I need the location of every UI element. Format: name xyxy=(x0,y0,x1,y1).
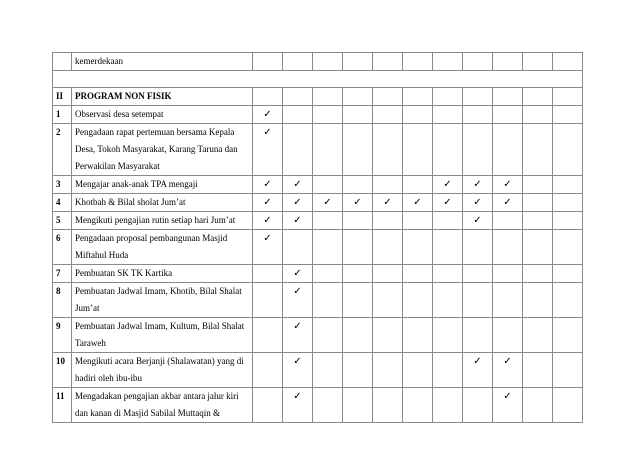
mark-cell xyxy=(553,106,583,124)
checkmark-icon: ✓ xyxy=(253,230,283,265)
mark-cell xyxy=(313,53,343,71)
mark-cell xyxy=(313,388,343,423)
mark-cell xyxy=(553,353,583,388)
mark-cell xyxy=(373,88,403,106)
checkmark-icon: ✓ xyxy=(433,176,463,194)
mark-cell xyxy=(523,353,553,388)
table-row xyxy=(53,53,583,71)
activity-cell: Khotbah & Bilal sholat Jum’at xyxy=(72,194,253,212)
spacer-cell xyxy=(53,71,583,88)
activity-cell: Pembuatan SK TK Kartika xyxy=(72,265,253,283)
mark-cell xyxy=(553,230,583,265)
mark-cell xyxy=(373,176,403,194)
mark-cell xyxy=(253,353,283,388)
mark-cell xyxy=(253,388,283,423)
table-row xyxy=(53,124,583,176)
mark-cell xyxy=(403,212,433,230)
mark-cell xyxy=(283,106,313,124)
mark-cell xyxy=(403,265,433,283)
mark-cell xyxy=(523,212,553,230)
mark-cell xyxy=(343,353,373,388)
mark-cell xyxy=(343,388,373,423)
checkmark-icon: ✓ xyxy=(283,194,313,212)
checkmark-icon: ✓ xyxy=(373,194,403,212)
checkmark-icon: ✓ xyxy=(283,318,313,353)
mark-cell xyxy=(493,283,523,318)
mark-cell xyxy=(553,88,583,106)
checkmark-icon: ✓ xyxy=(253,124,283,176)
mark-cell xyxy=(403,318,433,353)
mark-cell xyxy=(373,388,403,423)
checkmark-icon: ✓ xyxy=(253,194,283,212)
mark-cell xyxy=(403,53,433,71)
activity-cell: Mengajar anak-anak TPA mengaji xyxy=(72,176,253,194)
table-row xyxy=(53,283,583,318)
checkmark-icon: ✓ xyxy=(313,194,343,212)
mark-cell xyxy=(493,124,523,176)
checkmark-icon: ✓ xyxy=(463,194,493,212)
mark-cell xyxy=(463,318,493,353)
checkmark-icon: ✓ xyxy=(493,194,523,212)
mark-cell xyxy=(403,88,433,106)
mark-cell xyxy=(253,283,283,318)
mark-cell xyxy=(373,353,403,388)
checkmark-icon: ✓ xyxy=(253,106,283,124)
mark-cell xyxy=(463,53,493,71)
mark-cell xyxy=(433,230,463,265)
mark-cell xyxy=(313,318,343,353)
mark-cell xyxy=(493,265,523,283)
mark-cell xyxy=(463,88,493,106)
activity-cell: Pengadaan proposal pembangunan Masjid Miftahul Huda xyxy=(72,230,253,265)
mark-cell xyxy=(343,265,373,283)
mark-cell xyxy=(433,124,463,176)
table-row xyxy=(53,388,583,423)
activity-cell: Pengadaan rapat pertemuan bersama Kepala Desa, Tokoh Masyarakat, Karang Taruna dan Perwakilan Masyarakat xyxy=(72,124,253,176)
mark-cell xyxy=(433,88,463,106)
table-row xyxy=(53,353,583,388)
mark-cell xyxy=(403,283,433,318)
activity-cell: Mengikuti pengajian rutin setiap hari Jum’at xyxy=(72,212,253,230)
mark-cell xyxy=(553,53,583,71)
row-number: 2 xyxy=(53,124,72,176)
mark-cell xyxy=(553,176,583,194)
mark-cell xyxy=(313,353,343,388)
checkmark-icon: ✓ xyxy=(283,283,313,318)
mark-cell xyxy=(553,265,583,283)
row-number: 3 xyxy=(53,176,72,194)
row-number: 1 xyxy=(53,106,72,124)
mark-cell xyxy=(343,230,373,265)
mark-cell xyxy=(313,283,343,318)
checkmark-icon: ✓ xyxy=(283,176,313,194)
mark-cell xyxy=(463,388,493,423)
checkmark-icon: ✓ xyxy=(433,194,463,212)
mark-cell xyxy=(553,124,583,176)
mark-cell xyxy=(313,176,343,194)
row-number: 4 xyxy=(53,194,72,212)
mark-cell xyxy=(373,106,403,124)
mark-cell xyxy=(553,388,583,423)
mark-cell xyxy=(523,53,553,71)
checkmark-icon: ✓ xyxy=(253,212,283,230)
table-row xyxy=(53,318,583,353)
schedule-table xyxy=(52,52,583,423)
mark-cell xyxy=(403,124,433,176)
mark-cell xyxy=(253,265,283,283)
mark-cell xyxy=(403,230,433,265)
mark-cell xyxy=(433,318,463,353)
mark-cell xyxy=(463,124,493,176)
checkmark-icon: ✓ xyxy=(343,194,373,212)
mark-cell xyxy=(493,230,523,265)
mark-cell xyxy=(343,283,373,318)
checkmark-icon: ✓ xyxy=(493,176,523,194)
row-number: 7 xyxy=(53,265,72,283)
mark-cell xyxy=(343,88,373,106)
section-title: PROGRAM NON FISIK xyxy=(72,88,253,106)
activity-cell: Observasi desa setempat xyxy=(72,106,253,124)
row-number: 11 xyxy=(53,388,72,423)
mark-cell xyxy=(343,106,373,124)
mark-cell xyxy=(523,230,553,265)
section-number: II xyxy=(53,88,72,106)
mark-cell xyxy=(373,124,403,176)
table-row xyxy=(53,265,583,283)
row-number: 6 xyxy=(53,230,72,265)
mark-cell xyxy=(553,318,583,353)
mark-cell xyxy=(523,194,553,212)
mark-cell xyxy=(433,106,463,124)
mark-cell xyxy=(373,265,403,283)
mark-cell xyxy=(433,353,463,388)
mark-cell xyxy=(433,265,463,283)
row-number: 8 xyxy=(53,283,72,318)
mark-cell xyxy=(493,318,523,353)
mark-cell xyxy=(553,283,583,318)
table-row xyxy=(53,106,583,124)
mark-cell xyxy=(373,53,403,71)
table-row xyxy=(53,194,583,212)
mark-cell xyxy=(433,283,463,318)
table-row xyxy=(53,230,583,265)
checkmark-icon: ✓ xyxy=(463,176,493,194)
row-number: 10 xyxy=(53,353,72,388)
mark-cell xyxy=(373,230,403,265)
mark-cell xyxy=(283,53,313,71)
mark-cell xyxy=(253,318,283,353)
checkmark-icon: ✓ xyxy=(253,176,283,194)
mark-cell xyxy=(253,88,283,106)
checkmark-icon: ✓ xyxy=(493,353,523,388)
section-row xyxy=(53,88,583,106)
checkmark-icon: ✓ xyxy=(463,353,493,388)
checkmark-icon: ✓ xyxy=(283,353,313,388)
activity-cell: Pembuatan Jadwal Imam, Kultum, Bilal Shalat Taraweh xyxy=(72,318,253,353)
mark-cell xyxy=(433,212,463,230)
mark-cell xyxy=(373,318,403,353)
table-row xyxy=(53,212,583,230)
row-number: 5 xyxy=(53,212,72,230)
mark-cell xyxy=(343,53,373,71)
checkmark-icon: ✓ xyxy=(403,194,433,212)
mark-cell xyxy=(283,124,313,176)
mark-cell xyxy=(253,53,283,71)
mark-cell xyxy=(463,230,493,265)
mark-cell xyxy=(523,88,553,106)
checkmark-icon: ✓ xyxy=(283,212,313,230)
mark-cell xyxy=(403,176,433,194)
mark-cell xyxy=(493,88,523,106)
mark-cell xyxy=(523,124,553,176)
mark-cell xyxy=(313,124,343,176)
mark-cell xyxy=(283,230,313,265)
mark-cell xyxy=(373,212,403,230)
mark-cell xyxy=(373,283,403,318)
mark-cell xyxy=(283,88,313,106)
checkmark-icon: ✓ xyxy=(283,388,313,423)
mark-cell xyxy=(523,176,553,194)
mark-cell xyxy=(403,388,433,423)
mark-cell xyxy=(523,318,553,353)
mark-cell xyxy=(493,53,523,71)
mark-cell xyxy=(553,194,583,212)
mark-cell xyxy=(403,106,433,124)
checkmark-icon: ✓ xyxy=(493,388,523,423)
spacer-row xyxy=(53,71,583,88)
mark-cell xyxy=(343,318,373,353)
row-number xyxy=(53,53,72,71)
mark-cell xyxy=(523,283,553,318)
activity-cell: kemerdekaan xyxy=(72,53,253,71)
row-number: 9 xyxy=(53,318,72,353)
mark-cell xyxy=(343,176,373,194)
mark-cell xyxy=(403,353,433,388)
mark-cell xyxy=(523,388,553,423)
checkmark-icon: ✓ xyxy=(283,265,313,283)
checkmark-icon: ✓ xyxy=(463,212,493,230)
mark-cell xyxy=(493,106,523,124)
mark-cell xyxy=(553,212,583,230)
mark-cell xyxy=(313,230,343,265)
mark-cell xyxy=(493,212,523,230)
mark-cell xyxy=(463,265,493,283)
mark-cell xyxy=(313,106,343,124)
mark-cell xyxy=(523,265,553,283)
mark-cell xyxy=(463,106,493,124)
mark-cell xyxy=(343,124,373,176)
mark-cell xyxy=(433,53,463,71)
mark-cell xyxy=(313,88,343,106)
activity-cell: Mengikuti acara Berjanji (Shalawatan) yang di hadiri oleh ibu-ibu xyxy=(72,353,253,388)
table-row xyxy=(53,176,583,194)
mark-cell xyxy=(313,265,343,283)
mark-cell xyxy=(523,106,553,124)
activity-cell: Mengadakan pengajian akbar antara jalur kiri dan kanan di Masjid Sabilal Muttaqin & xyxy=(72,388,253,423)
mark-cell xyxy=(463,283,493,318)
activity-cell: Pembuatan Jadwal Imam, Khotib, Bilal Shalat Jum’at xyxy=(72,283,253,318)
mark-cell xyxy=(343,212,373,230)
mark-cell xyxy=(313,212,343,230)
mark-cell xyxy=(433,388,463,423)
